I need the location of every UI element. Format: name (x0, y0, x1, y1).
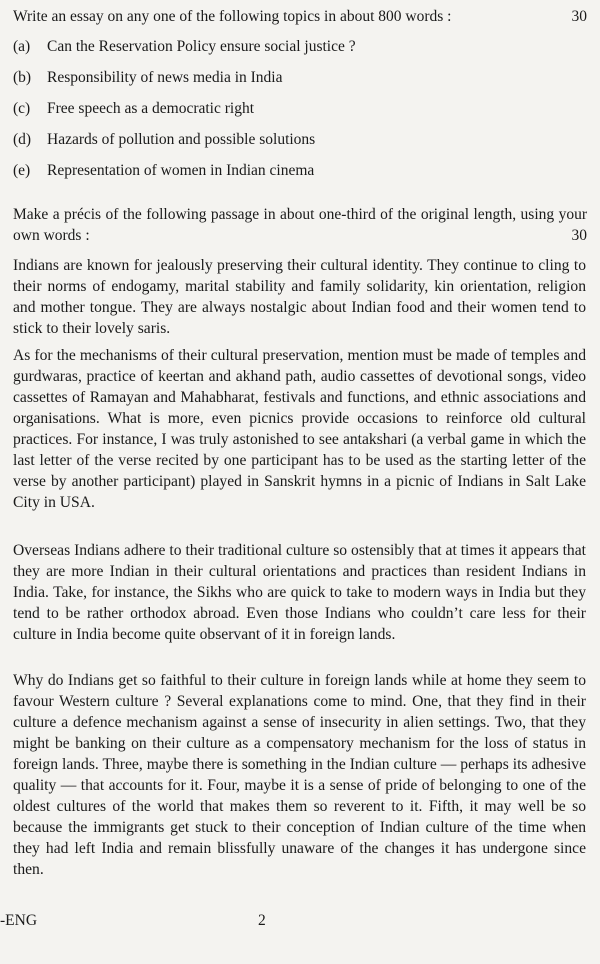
question-2-marks: 30 (571, 227, 587, 244)
question-1-marks: 30 (571, 8, 587, 25)
question-2-instruction (13, 204, 587, 246)
page-number: 2 (258, 912, 266, 929)
topic-item (13, 67, 587, 98)
topic-text: Can the Reservation Policy ensure social justice ? (47, 38, 356, 55)
topic-text: Representation of women in Indian cinema (47, 162, 315, 179)
passage-paragraph-4: Why do Indians get so faithful to their culture in foreign lands while at home they seem to favour Western culture ? Several explanations come to mind. One, that they find in their culture a defence mechanism against a sense of insecurity in alien settings. Two, that they might be banking on their culture as a compensatory mechanism for the loss of status in foreign lands. Three, maybe there is something in the Indian culture — perhaps its adhesive quality — that accounts for it. Four, maybe it is a sense of pride of belonging to one of the oldest cultures of the world that makes them so reverent to it. Fifth, it may well be so because the immigrants get stuck to their conception of Indian culture of the time when they had left India and remain blissfully unaware of the changes it has undergone since then. (13, 672, 586, 878)
topic-label: (e) (13, 162, 31, 179)
topic-label: (b) (13, 69, 32, 86)
question-1-instruction (13, 6, 587, 28)
topic-item (13, 129, 587, 160)
passage-paragraph-1: Indians are known for jealously preserving their cultural identity. They continue to cling to their norms of endogamy, marital stability and family solidarity, kin orientation, religion and mother tongue. They are always nostalgic about Indian food and their women tend to stick to their lovely saris. (13, 257, 586, 337)
topic-list (13, 36, 587, 191)
topic-label: (d) (13, 131, 32, 148)
topic-item (13, 98, 587, 129)
topic-item (13, 36, 587, 67)
passage-paragraph-2: As for the mechanisms of their cultural preservation, mention must be made of temples and gurdwaras, practice of keertan and akhand path, audio cassettes of devotional songs, video cassettes of Ramayan and Mahabharat, festivals and functions, and ethnic associations and organisations. What is more, even picnics provide occasions to reinforce old cultural practices. For instance, I was truly astonished to see antakshari (a verbal game in which the last letter of the verse recited by one participant has to be used as the starting letter of the verse by another participant) played in Sanskrit hymns in a picnic of Indians in Salt Lake City in USA. (13, 347, 586, 511)
topic-label: (a) (13, 38, 31, 55)
topic-text: Hazards of pollution and possible solutions (47, 131, 316, 148)
topic-text: Responsibility of news media in India (47, 69, 283, 86)
topic-label: (c) (13, 100, 31, 117)
question-2-text: Make a précis of the following passage in about one-third of the original length, using your own words : (13, 206, 587, 244)
question-1-text: Write an essay on any one of the following topics in about 800 words : (13, 8, 452, 25)
paper-code: -ENG (0, 912, 38, 929)
passage-paragraph-3: Overseas Indians adhere to their traditional culture so ostensibly that at times it appears that they are more Indian in their cultural orientations and practices than resident Indians in India. Take, for instance, the Sikhs who are quick to take to modern ways in India but they tend to be rather orthodox abroad. Even those Indians who couldn’t care less for their culture in India become quite observant of it in foreign lands. (13, 542, 586, 643)
topic-item (13, 160, 587, 191)
topic-text: Free speech as a democratic right (47, 100, 255, 117)
